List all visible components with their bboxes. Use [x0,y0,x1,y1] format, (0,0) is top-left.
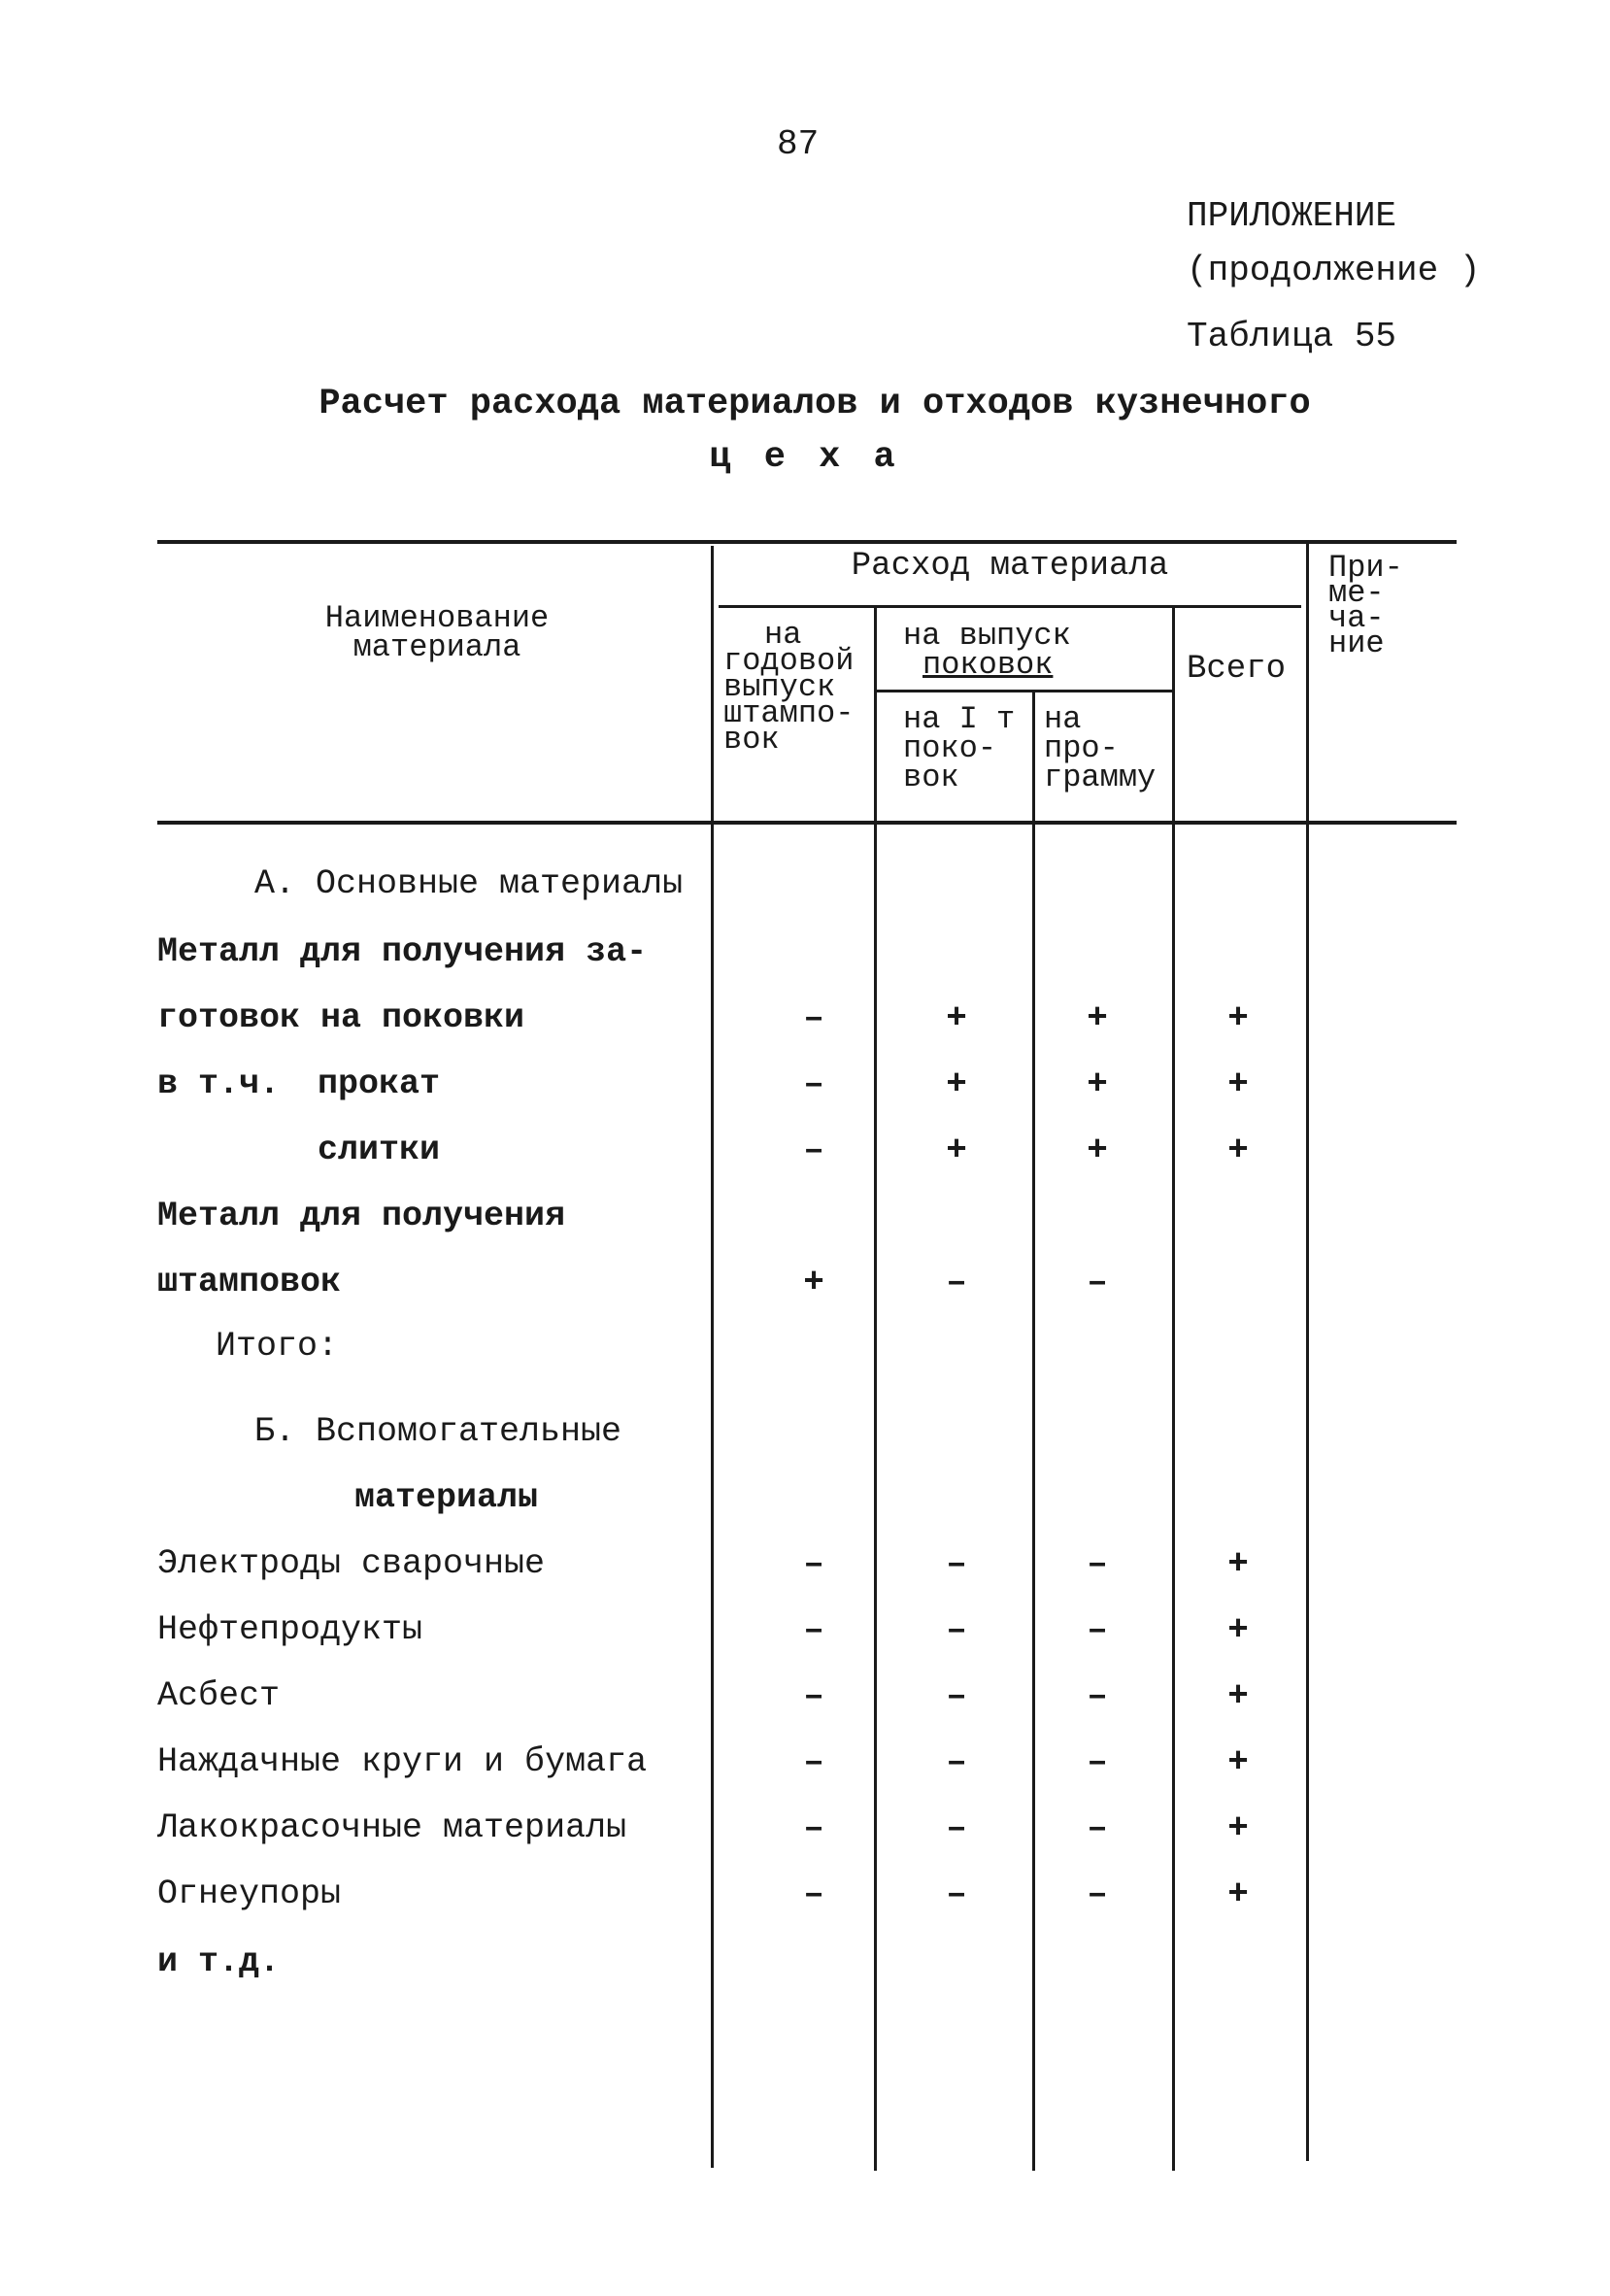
row-label: и т.д. [157,1942,281,1981]
section-b-heading: Б. Вспомогательные [254,1412,622,1451]
page-number: 87 [777,124,820,164]
cell-mark: + [1087,998,1108,1038]
cell-mark: + [1227,1676,1249,1716]
cell-mark: – [803,1064,824,1104]
table-top-rule [157,540,1457,544]
cell-mark: + [1227,1808,1249,1848]
row-label: Огнеупоры [157,1874,342,1913]
section-b-heading-cont: материалы [354,1478,539,1517]
cell-mark: – [803,998,824,1038]
cell-mark: – [1087,1263,1108,1302]
row-label: Нефтепродукты [157,1610,423,1649]
row-label: слитки [318,1131,441,1169]
cell-mark: + [946,1064,967,1104]
cell-mark: – [946,1808,967,1848]
section-a-heading: А. Основные материалы [254,864,684,903]
cell-mark: – [946,1742,967,1782]
row-label: готовок на поковки [157,998,525,1037]
cell-mark: – [803,1874,824,1914]
cell-mark: – [1087,1676,1108,1716]
cell-mark: + [1087,1064,1108,1104]
cell-mark: – [803,1610,824,1650]
cell-mark: – [946,1263,967,1302]
column-divider-5 [1306,544,1309,2161]
cell-mark: + [1227,1610,1249,1650]
header-consumption: Расход материала [851,548,1169,585]
cell-mark: – [1087,1610,1108,1650]
cell-mark: – [803,1808,824,1848]
cell-mark: + [1227,1874,1249,1914]
cell-mark: + [1227,998,1249,1038]
row-label: Наждачные круги и бумага [157,1742,648,1781]
cell-mark: – [1087,1742,1108,1782]
cell-mark: – [1087,1874,1108,1914]
appendix-continuation: (продолжение ) [1187,251,1481,290]
column-divider-1 [711,546,714,2168]
cell-mark: + [1087,1131,1108,1170]
row-label: Итого: [216,1327,339,1366]
header-per-program: на про- грамму [1044,701,1157,795]
cell-mark: + [803,1263,824,1302]
table-title-line2: ц е х а [709,437,901,478]
column-divider-2 [874,607,877,2171]
header-subrule-consumption [719,605,1301,608]
cell-mark: + [946,1131,967,1170]
cell-mark: – [1087,1808,1108,1848]
table-number: Таблица 55 [1187,317,1397,356]
cell-mark: – [803,1742,824,1782]
row-label: Металл для получения за- [157,932,648,971]
cell-mark: – [803,1676,824,1716]
header-note: При- ме- ча- ние [1328,550,1403,661]
cell-mark: + [1227,1544,1249,1584]
header-subrule-forging [876,690,1172,692]
cell-mark: – [803,1131,824,1170]
cell-mark: – [946,1544,967,1584]
header-per-ton: на I т поко- вок [903,701,1016,795]
appendix-label: ПРИЛОЖЕНИЕ [1187,196,1397,236]
header-name: Наименование материала [324,600,550,665]
header-annual: на годовой выпуск штампо- вок [723,617,855,758]
row-label: Электроды сварочные [157,1544,546,1583]
cell-mark: – [803,1544,824,1584]
row-label: в т.ч. [157,1064,281,1103]
cell-mark: – [946,1874,967,1914]
cell-mark: – [1087,1544,1108,1584]
header-bottom-rule [157,821,1457,825]
header-total: Всего [1187,651,1287,688]
column-divider-4 [1172,607,1175,2171]
cell-mark: – [946,1610,967,1650]
table-title-line1: Расчет расхода материалов и отходов кузнечного [319,384,1311,424]
row-label: прокат [318,1064,441,1103]
cell-mark: + [1227,1742,1249,1782]
column-divider-3 [1032,692,1035,2171]
row-label: Металл для получения [157,1197,566,1235]
cell-mark: + [1227,1131,1249,1170]
row-label: Лакокрасочные материалы [157,1808,627,1847]
cell-mark: – [946,1676,967,1716]
cell-mark: + [1227,1064,1249,1104]
row-label: Асбест [157,1676,281,1715]
row-label: штамповок [157,1263,342,1301]
header-forging-output: на выпуск поковок [903,618,1071,683]
cell-mark: + [946,998,967,1038]
